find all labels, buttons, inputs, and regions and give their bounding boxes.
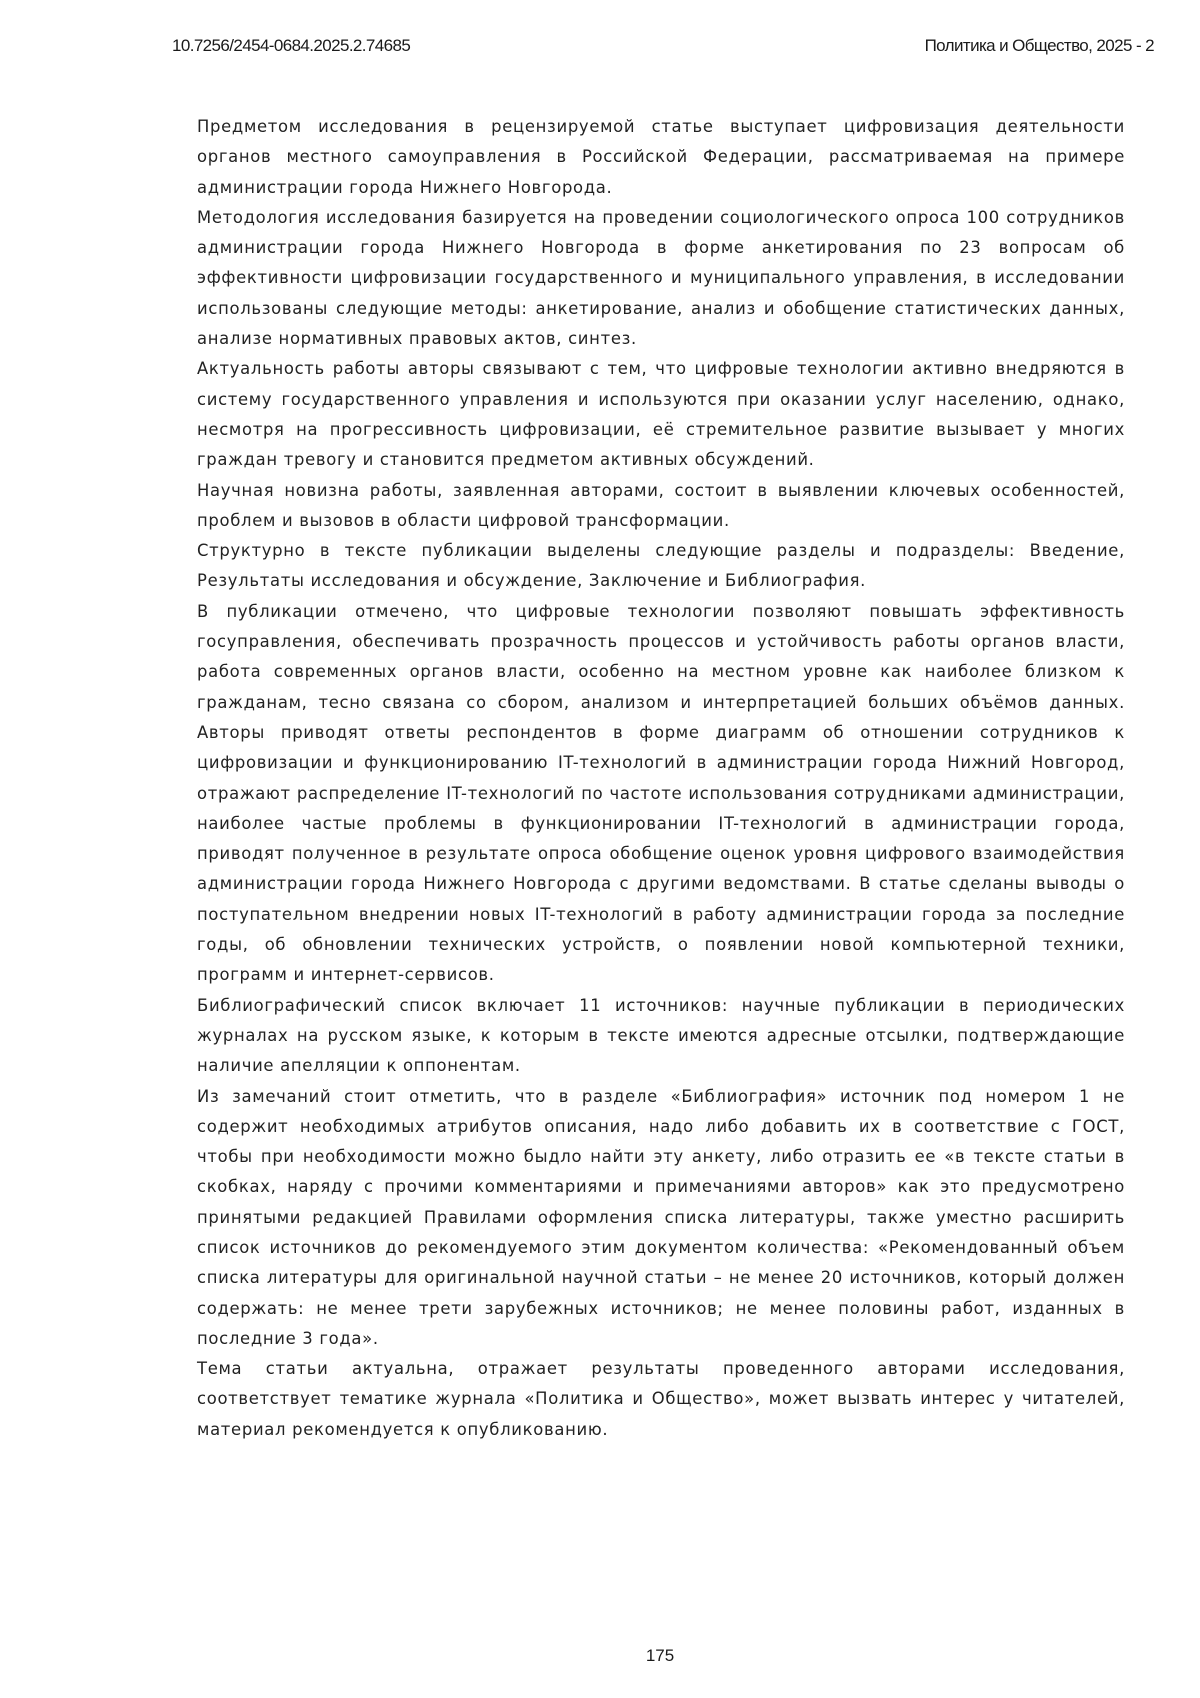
paragraph-content: В публикации отмечено, что цифровые технологии позволяют повышать эффективность госуправления, обеспечивать прозрачность процессов и устойчивость работы органов власти, работа современных органов власти, особенно на местном уровне как наиболее близком к гражданам, тесно связана со сбором, анализом и интерпретацией больших объёмов данных. Авторы приводят ответы респондентов в форме диаграмм об отношении сотрудников к цифровизации и функционированию IT-технологий в администрации города Нижний Новгород, отражают распределение IT-технологий по частоте использования сотрудниками администрации, наиболее частые проблемы в функционировании IT-технологий в администрации города, приводят полученное в результате опроса обобщение оценок уровня цифрового взаимодействия администрации города Нижнего Новгорода с другими ведомствами. В статье сделаны выводы о поступательном внедрении новых IT-технологий в работу администрации города за последние годы, об обновлении технических устройств, о появлении новой компьютерной техники, программ и интернет-сервисов. xyxy=(197,601,1125,985)
paragraph-novelty: Научная новизна работы, заявленная авторами, состоит в выявлении ключевых особенностей, проблем и вызовов в области цифровой трансформации. xyxy=(197,480,1125,530)
paragraph-conclusion: Тема статьи актуальна, отражает результаты проведенного авторами исследования, соответствует тематике журнала «Политика и Общество», может вызвать интерес у читателей, материал рекомендуется к опубликованию. xyxy=(197,1359,1125,1439)
doi-header: 10.7256/2454-0684.2025.2.74685 xyxy=(172,36,411,55)
page-number: 175 xyxy=(645,1646,675,1665)
paragraph-subject: Предметом исследования в рецензируемой статье выступает цифровизация деятельности органов местного самоуправления в Российской Федерации, рассматриваемая на примере администрации города Нижнего Новгорода. xyxy=(197,117,1125,197)
journal-header: Политика и Общество, 2025 - 2 xyxy=(924,36,1154,55)
paragraph-bibliography: Библиографический список включает 11 источников: научные публикации в периодических журналах на русском языке, к которым в тексте имеются адресные отсылки, подтверждающие наличие апелляции к оппонентам. xyxy=(197,995,1125,1076)
paragraph-methodology: Методология исследования базируется на проведении социологического опроса 100 сотрудников администрации города Нижнего Новгорода в форме анкетирования по 23 вопросам об эффективности цифровизации государственного и муниципального управления, в исследовании использованы следующие методы: анкетирование, анализ и обобщение статистических данных, анализе нормативных правовых актов, синтез. xyxy=(197,207,1125,349)
review-body xyxy=(197,112,1125,1445)
paragraph-structure: Структурно в тексте публикации выделены следующие разделы и подразделы: Введение, Результаты исследования и обсуждение, Заключение и Библиография. xyxy=(197,541,1125,591)
paragraph-relevance: Актуальность работы авторы связывают с тем, что цифровые технологии активно внедряются в систему государственного управления и используются при оказании услуг населению, однако, несмотря на прогрессивность цифровизации, её стремительное развитие вызывает у многих граждан тревогу и становится предметом активных обсуждений. xyxy=(197,359,1125,470)
paragraph-remarks: Из замечаний стоит отметить, что в разделе «Библиография» источник под номером 1 не содержит необходимых атрибутов описания, надо либо добавить их в соответствие с ГОСТ, чтобы при необходимости можно быдло найти эту анкету, либо отразить ее «в тексте статьи в скобках, наряду с прочими комментариями и примечаниями авторов» как это предусмотрено принятыми редакцией Правилами оформления списка литературы, также уместно расширить список источников до рекомендуемого этим документом количества: «Рекомендованный объем списка литературы для оригинальной научной статьи – не менее 20 источников, который должен содержать: не менее трети зарубежных источников; не менее половины работ, изданных в последние 3 года». xyxy=(197,1086,1125,1348)
